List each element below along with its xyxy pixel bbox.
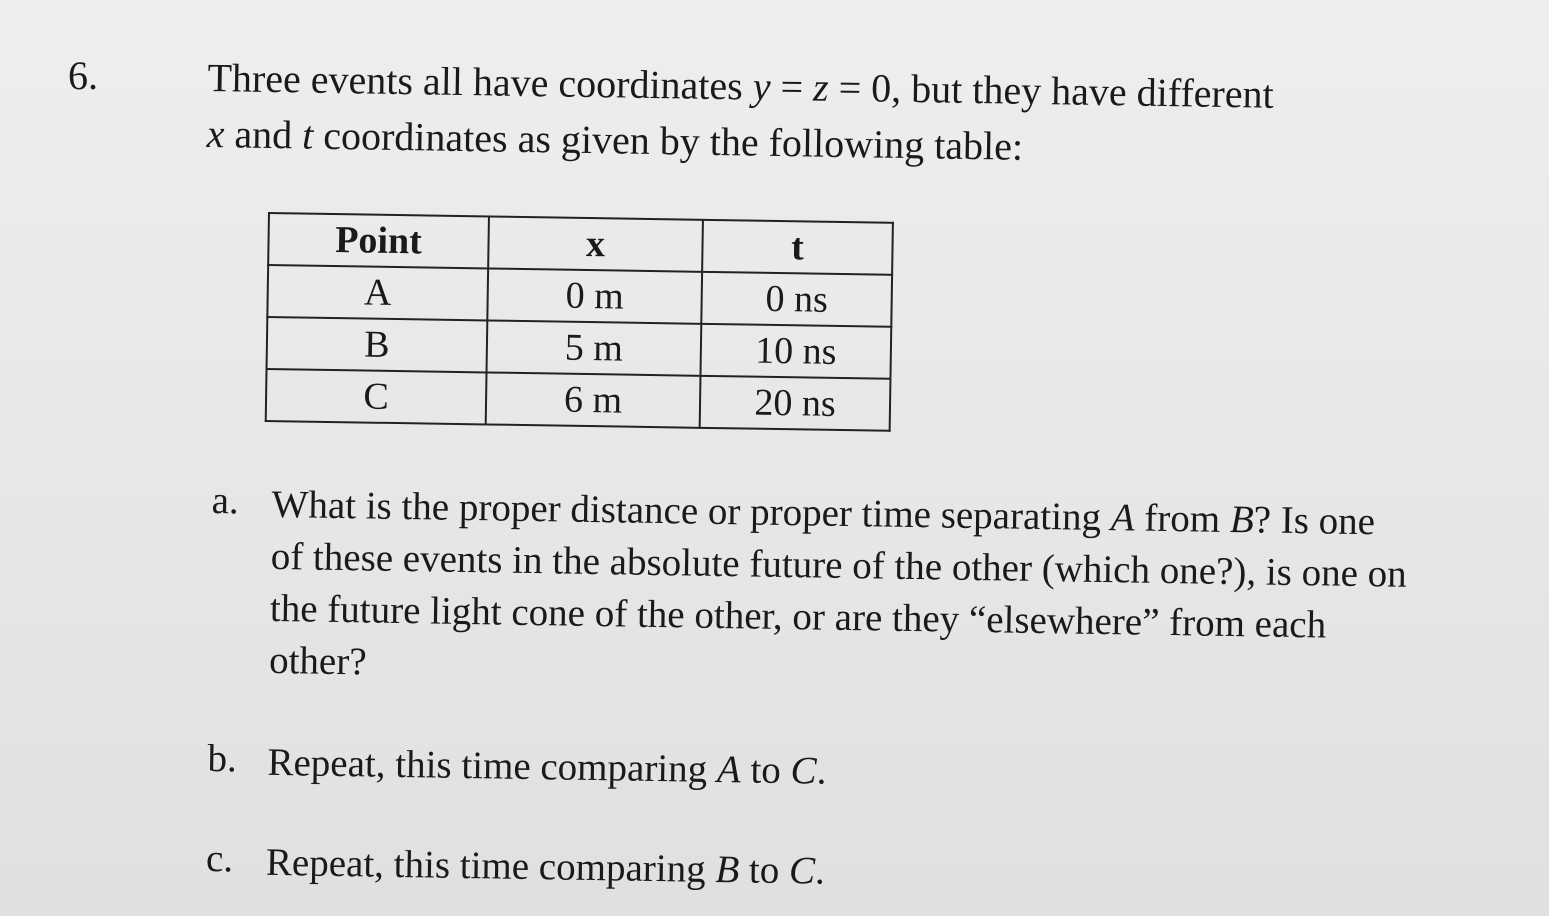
table-cell: C (266, 369, 487, 424)
part-a (209, 478, 1412, 705)
table-cell: 5 m (487, 320, 702, 375)
var-x: x (206, 110, 225, 157)
part-b-letter: b. (207, 736, 238, 781)
table-cell: 10 ns (700, 324, 891, 379)
table-cell: 0 ns (701, 272, 892, 327)
table-row (266, 369, 891, 431)
part-b (207, 736, 1408, 807)
header-point: Point (268, 213, 489, 268)
part-c-letter: c. (205, 836, 234, 881)
var-y: y (752, 63, 771, 109)
header-t: t (702, 220, 893, 275)
stem-line-2: x and t coordinates as given by the following table: (206, 110, 1024, 169)
part-a-letter: a. (211, 478, 240, 523)
table-cell: 20 ns (700, 376, 891, 431)
var-t: t (301, 112, 314, 158)
table-cell: A (267, 265, 488, 320)
coordinates-table-wrap (265, 212, 894, 432)
table-cell: B (267, 317, 488, 372)
table-cell: 0 m (487, 268, 702, 323)
problem-stem (206, 50, 1438, 181)
part-c-text: Repeat, this time comparing B to C. (265, 840, 826, 893)
coordinates-table (265, 212, 894, 432)
var-z: z (812, 64, 830, 110)
sub-questions (206, 478, 1412, 907)
problem-number: 6. (68, 53, 98, 98)
part-c (206, 836, 1407, 907)
header-x: x (488, 216, 703, 271)
part-b-text: Repeat, this time comparing A to C. (267, 740, 827, 793)
table-cell: 6 m (486, 372, 701, 427)
stem-line-1: Three events all have coordinates y = z = 0, but they have different (207, 54, 1275, 117)
part-a-text: What is the proper distance or proper time separating A from B? Is one of these events in the absolute future of the other (which one?), is one on the future light cone of the other, or are they “elsewhere” from each other? (268, 482, 1408, 684)
